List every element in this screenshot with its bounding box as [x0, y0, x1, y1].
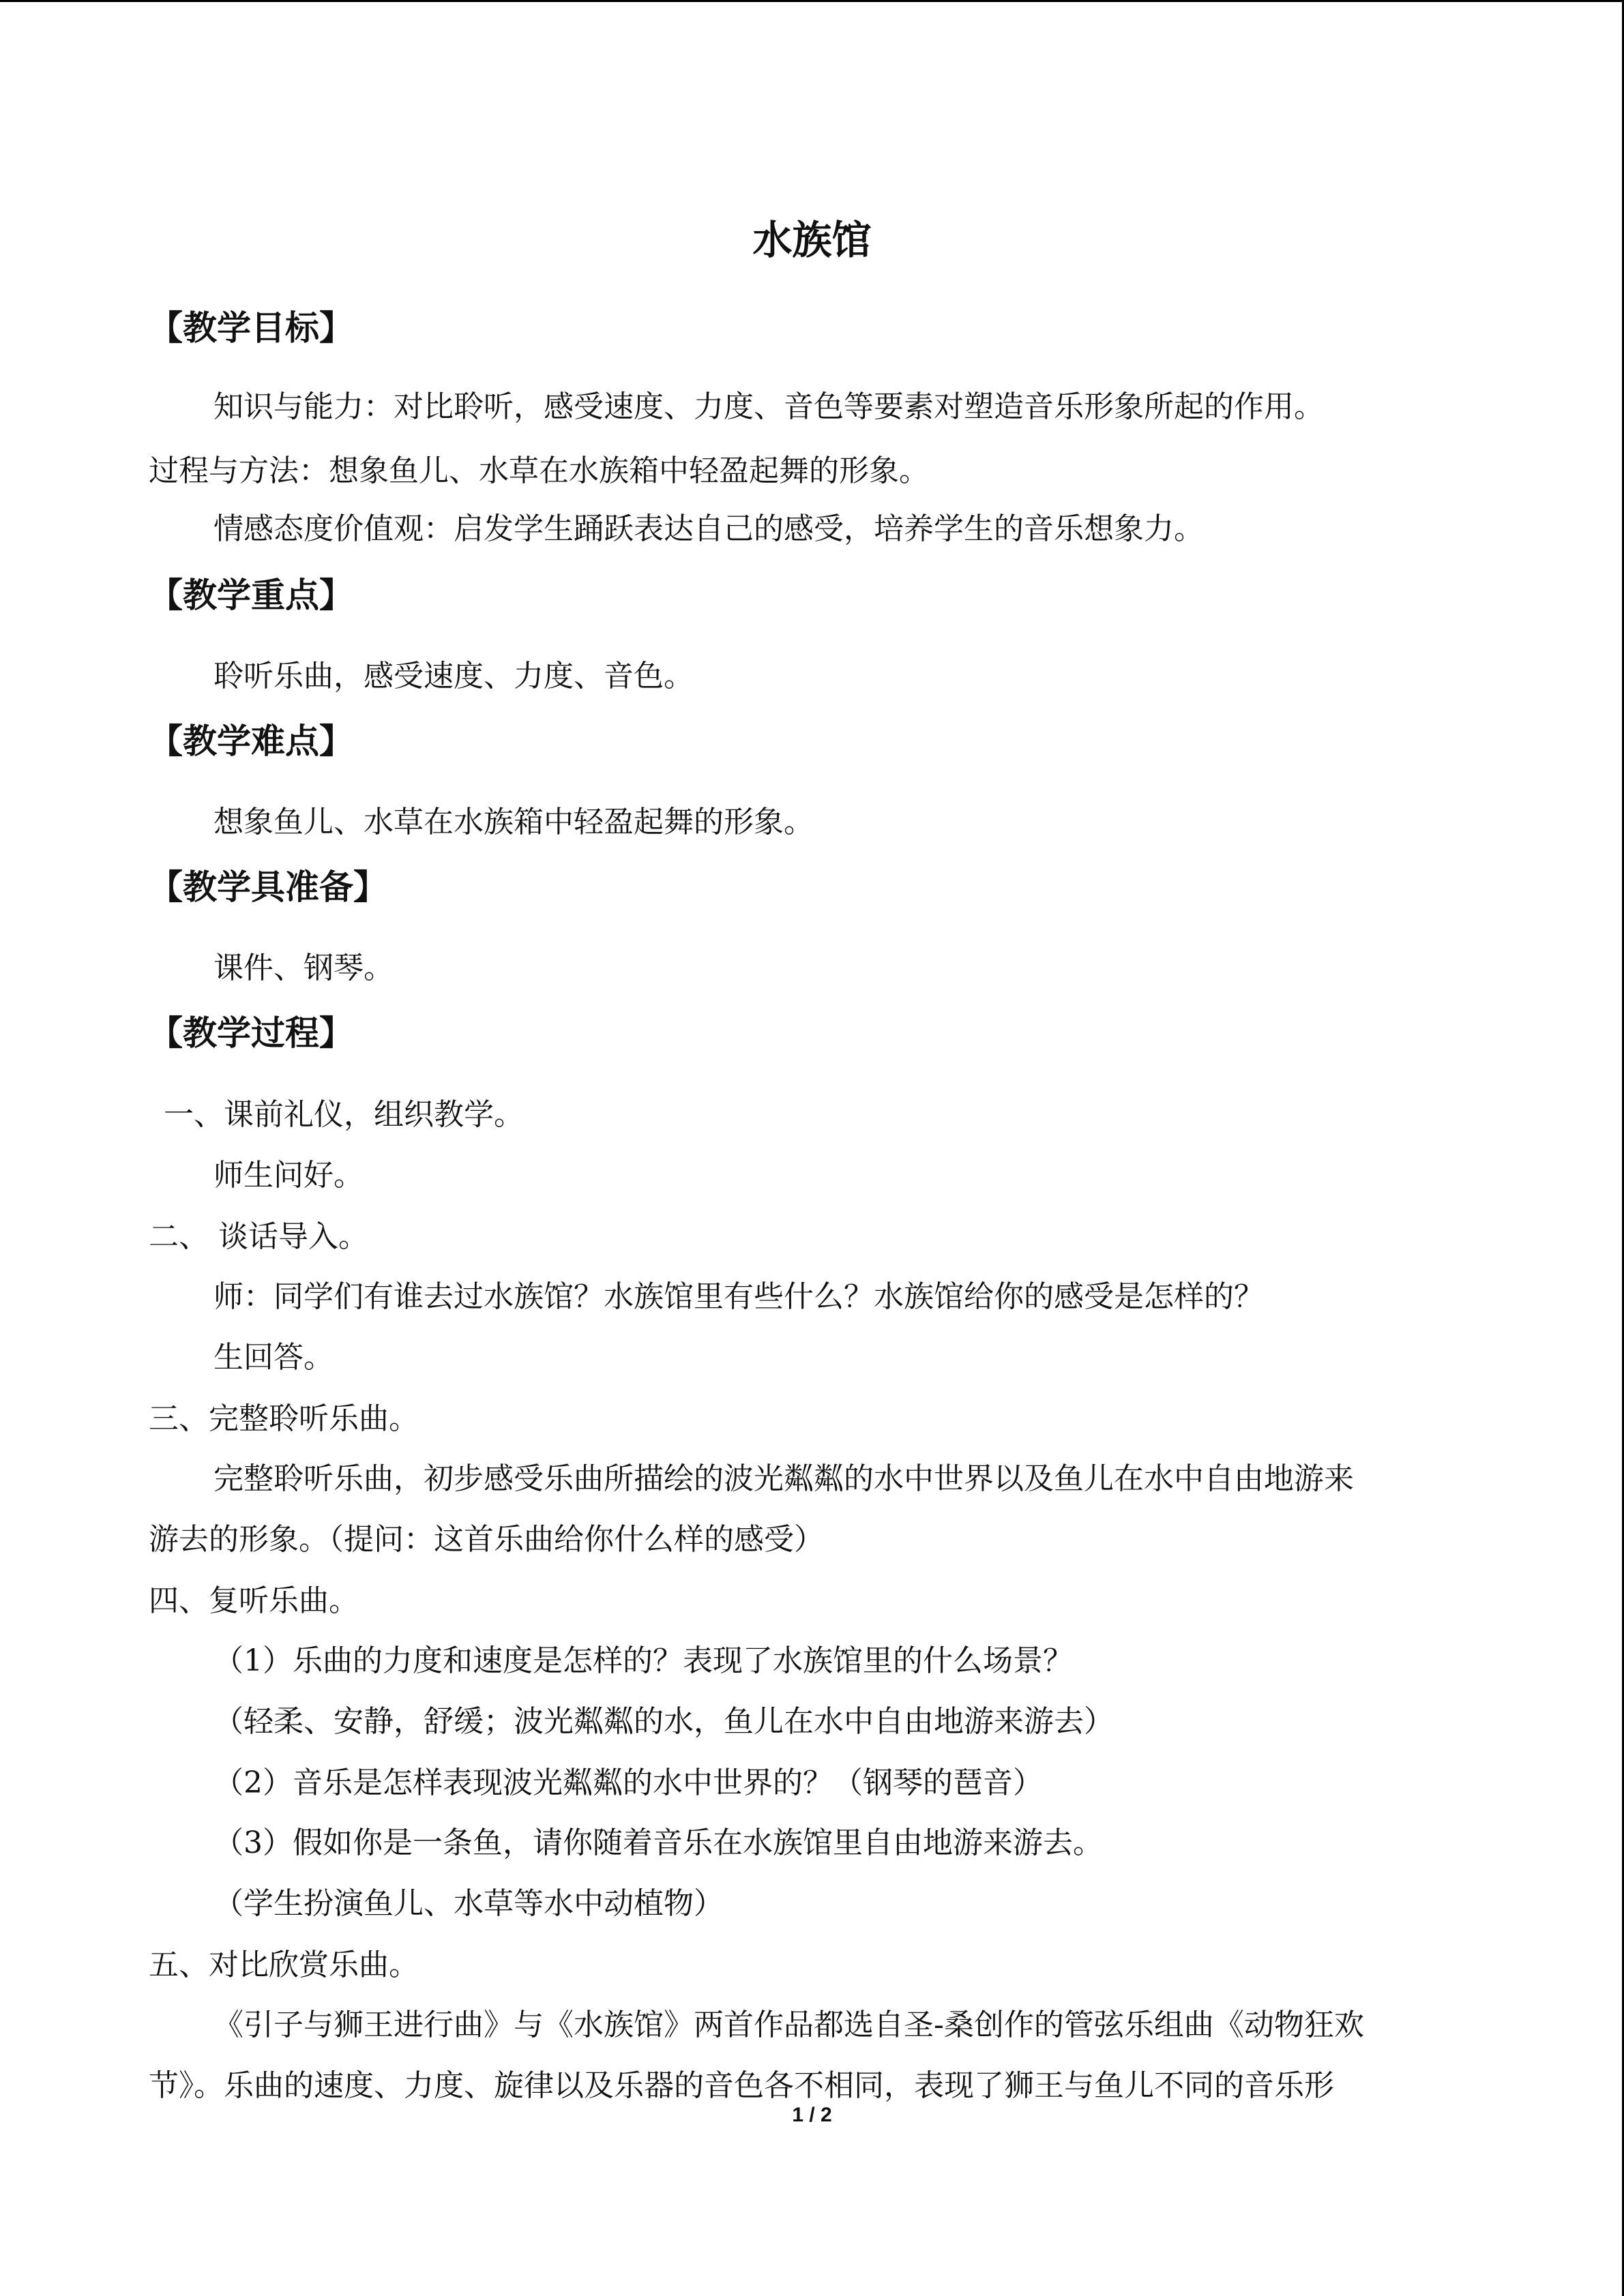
heading-difficulties: 【教学难点】 — [149, 721, 353, 761]
document-title: 水族馆 — [752, 217, 872, 263]
heading-teaching-goals: 【教学目标】 — [149, 308, 353, 348]
process-step-2-answer: 生回答。 — [213, 1340, 334, 1375]
process-step-1-detail: 师生问好。 — [213, 1158, 364, 1193]
page-number: 1 / 2 — [792, 2104, 832, 2126]
process-step-4-question-1: （1）乐曲的力度和速度是怎样的？表现了水族馆里的什么场景？ — [213, 1643, 1073, 1678]
goal-emotion-line: 情感态度价值观：启发学生踊跃表达自己的感受，培养学生的音乐想象力。 — [213, 511, 1204, 546]
heading-materials: 【教学具准备】 — [149, 867, 387, 907]
process-step-2-title: 二、 谈话导入。 — [149, 1219, 368, 1254]
process-step-3-title: 三、完整聆听乐曲。 — [149, 1401, 419, 1436]
process-step-4-question-2: （2）音乐是怎样表现波光粼粼的水中世界的？（钢琴的琶音） — [213, 1765, 1043, 1800]
process-step-3-detail-1: 完整聆听乐曲，初步感受乐曲所描绘的波光粼粼的水中世界以及鱼儿在水中自由地游来 — [213, 1461, 1354, 1496]
process-step-2-question: 师：同学们有谁去过水族馆？水族馆里有些什么？水族馆给你的感受是怎样的？ — [213, 1279, 1264, 1314]
key-point-line: 聆听乐曲，感受速度、力度、音色。 — [213, 659, 694, 694]
process-step-5-detail-2: 节》。乐曲的速度、力度、旋律以及乐器的音色各不相同，表现了狮王与鱼儿不同的音乐形 — [149, 2068, 1334, 2103]
process-step-3-detail-2: 游去的形象。（提问：这首乐曲给你什么样的感受） — [149, 1522, 824, 1557]
process-step-4-question-3: （3）假如你是一条鱼，请你随着音乐在水族馆里自由地游来游去。 — [213, 1825, 1103, 1860]
process-step-5-title: 五、对比欣赏乐曲。 — [149, 1948, 419, 1982]
goal-process-line: 过程与方法：想象鱼儿、水草在水族箱中轻盈起舞的形象。 — [149, 453, 929, 488]
process-step-1-title: 一、课前礼仪，组织教学。 — [164, 1097, 524, 1132]
materials-line: 课件、钢琴。 — [213, 951, 394, 985]
heading-key-points: 【教学重点】 — [149, 575, 353, 615]
difficulty-line: 想象鱼儿、水草在水族箱中轻盈起舞的形象。 — [213, 805, 814, 839]
heading-process: 【教学过程】 — [149, 1013, 353, 1053]
process-step-5-detail-1: 《引子与狮王进行曲》与《水族馆》两首作品都选自圣-桑创作的管弦乐组曲《动物狂欢 — [213, 2008, 1364, 2042]
process-step-4-answer-1: （轻柔、安静，舒缓；波光粼粼的水，鱼儿在水中自由地游来游去） — [213, 1704, 1114, 1739]
process-step-4-answer-3: （学生扮演鱼儿、水草等水中动植物） — [213, 1886, 724, 1921]
goal-knowledge-line: 知识与能力：对比聆听，感受速度、力度、音色等要素对塑造音乐形象所起的作用。 — [213, 389, 1324, 424]
document-page — [149, 0, 1475, 2296]
process-step-4-title: 四、复听乐曲。 — [149, 1583, 359, 1618]
